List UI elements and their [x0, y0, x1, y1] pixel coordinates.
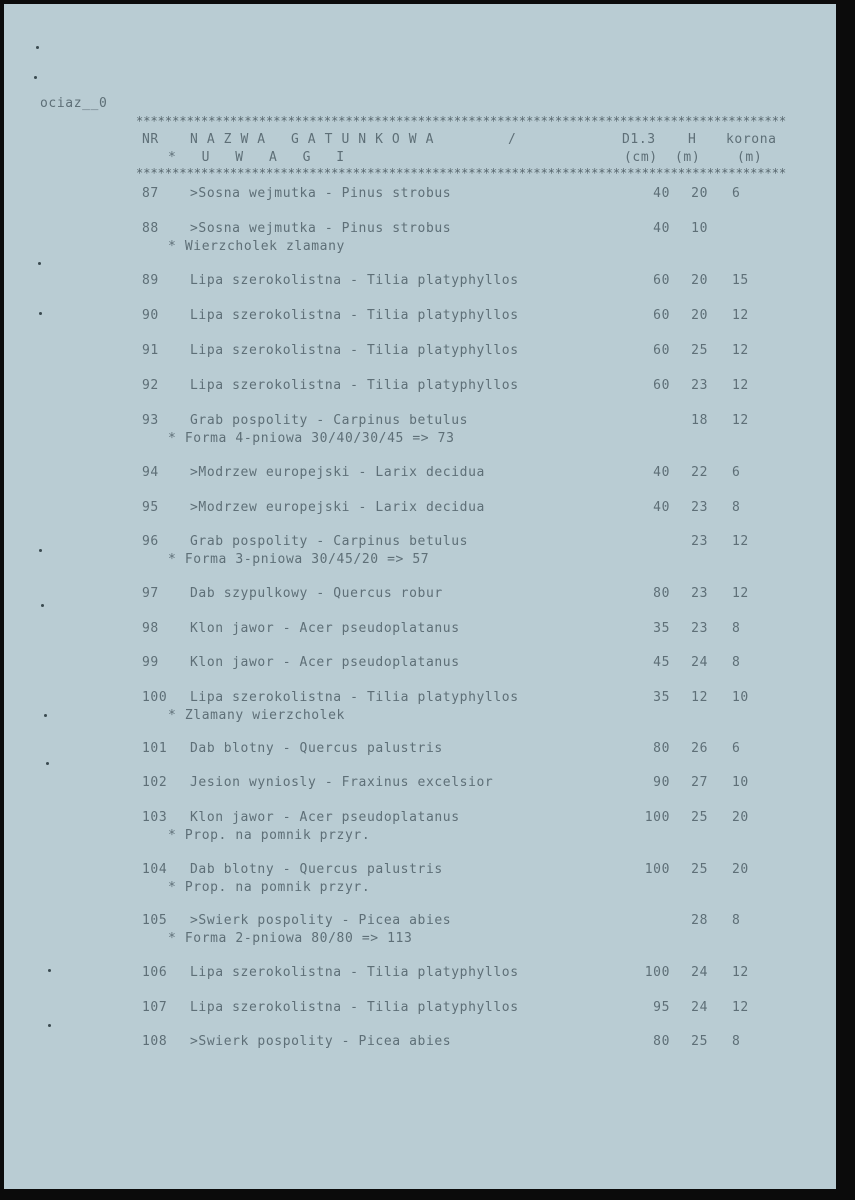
- height-value: 20: [691, 308, 708, 323]
- row-number: 105: [142, 913, 168, 928]
- table-row: [4, 621, 836, 641]
- species-name: Lipa szerokolistna - Tilia platyphyllos: [190, 965, 519, 980]
- row-note: * Prop. na pomnik przyr.: [168, 880, 371, 895]
- header-nr: NR: [142, 132, 159, 147]
- height-value: 25: [691, 810, 708, 825]
- species-name: >Modrzew europejski - Larix decidua: [190, 500, 485, 515]
- table-row: [4, 741, 836, 761]
- crown-value: 12: [732, 343, 749, 358]
- row-number: 104: [142, 862, 168, 877]
- diameter-value: 40: [653, 221, 670, 236]
- table-row: [4, 775, 836, 795]
- diameter-value: 35: [653, 690, 670, 705]
- diameter-value: 80: [653, 741, 670, 756]
- header-h-unit: (m): [675, 150, 701, 165]
- height-value: 20: [691, 186, 708, 201]
- species-name: Dab szypulkowy - Quercus robur: [190, 586, 443, 601]
- table-row: [4, 586, 836, 606]
- species-name: Lipa szerokolistna - Tilia platyphyllos: [190, 378, 519, 393]
- height-value: 28: [691, 913, 708, 928]
- table-row: [4, 690, 836, 723]
- diameter-value: 95: [653, 1000, 670, 1015]
- crown-value: 8: [732, 500, 741, 515]
- height-value: 22: [691, 465, 708, 480]
- corner-label: ociaz__0: [40, 96, 108, 111]
- diameter-value: 35: [653, 621, 670, 636]
- species-name: Lipa szerokolistna - Tilia platyphyllos: [190, 273, 519, 288]
- species-name: Jesion wyniosly - Fraxinus excelsior: [190, 775, 494, 790]
- header-name-mark: /: [508, 132, 517, 147]
- crown-value: 12: [732, 586, 749, 601]
- table-row: [4, 343, 836, 363]
- height-value: 23: [691, 586, 708, 601]
- crown-value: 12: [732, 1000, 749, 1015]
- row-number: 106: [142, 965, 168, 980]
- header-h: H: [688, 132, 697, 147]
- crown-value: 20: [732, 810, 749, 825]
- diameter-value: 90: [653, 775, 670, 790]
- star-separator: ******************************************************************************************: [136, 114, 787, 128]
- diameter-value: 40: [653, 465, 670, 480]
- crown-value: 20: [732, 862, 749, 877]
- row-number: 107: [142, 1000, 168, 1015]
- height-value: 25: [691, 862, 708, 877]
- diameter-value: 100: [644, 965, 670, 980]
- height-value: 23: [691, 534, 708, 549]
- species-name: >Swierk pospolity - Picea abies: [190, 913, 452, 928]
- row-number: 96: [142, 534, 159, 549]
- species-name: Klon jawor - Acer pseudoplatanus: [190, 655, 460, 670]
- crown-value: 10: [732, 690, 749, 705]
- row-note: * Prop. na pomnik przyr.: [168, 828, 371, 843]
- crown-value: 12: [732, 965, 749, 980]
- species-name: Dab blotny - Quercus palustris: [190, 741, 443, 756]
- crown-value: 6: [732, 465, 741, 480]
- header-notes: * U W A G I: [168, 150, 354, 165]
- document-page: [4, 4, 836, 1189]
- species-name: Grab pospolity - Carpinus betulus: [190, 534, 469, 549]
- row-number: 93: [142, 413, 159, 428]
- height-value: 24: [691, 1000, 708, 1015]
- diameter-value: 60: [653, 273, 670, 288]
- table-row: [4, 913, 836, 946]
- height-value: 23: [691, 621, 708, 636]
- table-row: [4, 655, 836, 675]
- diameter-value: 40: [653, 500, 670, 515]
- table-row: [4, 1034, 836, 1054]
- diameter-value: 60: [653, 378, 670, 393]
- table-row: [4, 500, 836, 520]
- crown-value: 6: [732, 741, 741, 756]
- height-value: 10: [691, 221, 708, 236]
- header-korona: korona: [726, 132, 777, 147]
- row-number: 103: [142, 810, 168, 825]
- table-row: [4, 465, 836, 485]
- margin-dot: [38, 262, 41, 265]
- height-value: 20: [691, 273, 708, 288]
- species-name: Dab blotny - Quercus palustris: [190, 862, 443, 877]
- diameter-value: 40: [653, 186, 670, 201]
- species-name: Lipa szerokolistna - Tilia platyphyllos: [190, 308, 519, 323]
- height-value: 27: [691, 775, 708, 790]
- header-name: NAZWA GATUNKOWA: [190, 132, 443, 147]
- table-row: [4, 965, 836, 985]
- crown-value: 12: [732, 378, 749, 393]
- margin-dot: [46, 762, 49, 765]
- table-row: [4, 186, 836, 206]
- diameter-value: 100: [644, 862, 670, 877]
- height-value: 25: [691, 1034, 708, 1049]
- row-number: 91: [142, 343, 159, 358]
- margin-dot: [36, 46, 39, 49]
- header-d13-unit: (cm): [624, 150, 658, 165]
- crown-value: 8: [732, 1034, 741, 1049]
- species-name: Grab pospolity - Carpinus betulus: [190, 413, 469, 428]
- table-row: [4, 221, 836, 254]
- diameter-value: 80: [653, 1034, 670, 1049]
- diameter-value: 80: [653, 586, 670, 601]
- species-name: >Sosna wejmutka - Pinus strobus: [190, 186, 452, 201]
- row-number: 92: [142, 378, 159, 393]
- table-row: [4, 273, 836, 293]
- header-d13: D1.3: [622, 132, 656, 147]
- species-name: >Swierk pospolity - Picea abies: [190, 1034, 452, 1049]
- row-note: * Forma 3-pniowa 30/45/20 => 57: [168, 552, 430, 567]
- height-value: 23: [691, 500, 708, 515]
- crown-value: 8: [732, 913, 741, 928]
- row-number: 108: [142, 1034, 168, 1049]
- header-korona-unit: (m): [737, 150, 763, 165]
- crown-value: 12: [732, 308, 749, 323]
- row-note: * Forma 4-pniowa 30/40/30/45 => 73: [168, 431, 455, 446]
- diameter-value: 45: [653, 655, 670, 670]
- species-name: Klon jawor - Acer pseudoplatanus: [190, 621, 460, 636]
- table-row: [4, 862, 836, 895]
- row-number: 89: [142, 273, 159, 288]
- crown-value: 6: [732, 186, 741, 201]
- table-row: [4, 1000, 836, 1020]
- diameter-value: 100: [644, 810, 670, 825]
- row-number: 97: [142, 586, 159, 601]
- diameter-value: 60: [653, 343, 670, 358]
- species-name: >Sosna wejmutka - Pinus strobus: [190, 221, 452, 236]
- crown-value: 12: [732, 413, 749, 428]
- species-name: Lipa szerokolistna - Tilia platyphyllos: [190, 1000, 519, 1015]
- crown-value: 12: [732, 534, 749, 549]
- row-note: * Zlamany wierzcholek: [168, 708, 345, 723]
- row-note: * Wierzcholek zlamany: [168, 239, 345, 254]
- table-row: [4, 534, 836, 567]
- species-name: Lipa szerokolistna - Tilia platyphyllos: [190, 343, 519, 358]
- row-number: 95: [142, 500, 159, 515]
- species-name: Lipa szerokolistna - Tilia platyphyllos: [190, 690, 519, 705]
- crown-value: 10: [732, 775, 749, 790]
- table-row: [4, 810, 836, 843]
- row-number: 88: [142, 221, 159, 236]
- row-number: 99: [142, 655, 159, 670]
- height-value: 12: [691, 690, 708, 705]
- margin-dot: [48, 1024, 51, 1027]
- row-number: 102: [142, 775, 168, 790]
- crown-value: 8: [732, 655, 741, 670]
- row-number: 100: [142, 690, 168, 705]
- height-value: 23: [691, 378, 708, 393]
- species-name: Klon jawor - Acer pseudoplatanus: [190, 810, 460, 825]
- height-value: 25: [691, 343, 708, 358]
- species-name: >Modrzew europejski - Larix decidua: [190, 465, 485, 480]
- table-row: [4, 308, 836, 328]
- star-separator: ******************************************************************************************: [136, 166, 787, 180]
- diameter-value: 60: [653, 308, 670, 323]
- row-number: 101: [142, 741, 168, 756]
- crown-value: 8: [732, 621, 741, 636]
- table-row: [4, 413, 836, 446]
- height-value: 24: [691, 655, 708, 670]
- row-note: * Forma 2-pniowa 80/80 => 113: [168, 931, 413, 946]
- table-row: [4, 378, 836, 398]
- row-number: 94: [142, 465, 159, 480]
- height-value: 24: [691, 965, 708, 980]
- height-value: 18: [691, 413, 708, 428]
- height-value: 26: [691, 741, 708, 756]
- row-number: 90: [142, 308, 159, 323]
- row-number: 98: [142, 621, 159, 636]
- row-number: 87: [142, 186, 159, 201]
- margin-dot: [44, 714, 47, 717]
- crown-value: 15: [732, 273, 749, 288]
- margin-dot: [34, 76, 37, 79]
